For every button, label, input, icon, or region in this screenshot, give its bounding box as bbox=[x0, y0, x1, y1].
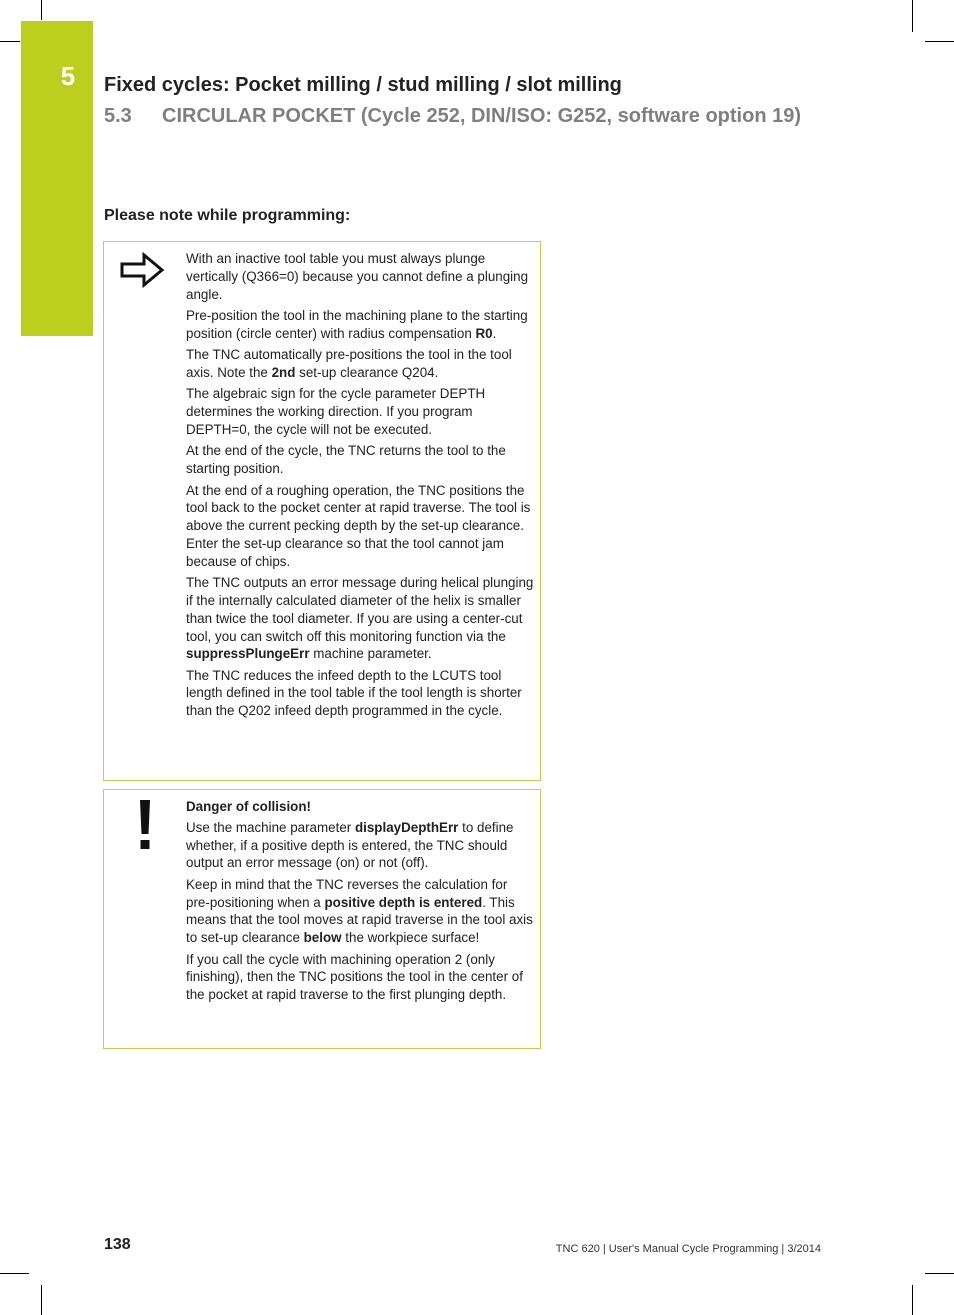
warning-icon-column bbox=[104, 790, 186, 1048]
text-run: Keep in mind that the TNC reverses the calculation for pre-positioning when a bbox=[186, 876, 508, 910]
text-run-bold: suppressPlungeErr bbox=[186, 646, 310, 662]
text-run-bold: displayDepthErr bbox=[354, 819, 459, 835]
text-run: machine parameter. bbox=[309, 646, 432, 662]
text-run: The TNC automatically pre-positions the tool in the tool axis. Note the bbox=[186, 347, 512, 380]
chapter-title: Fixed cycles: Pocket milling / stud milling / slot milling bbox=[104, 74, 622, 96]
section-number: 5.3 bbox=[104, 105, 132, 127]
crop-mark bbox=[925, 1273, 954, 1274]
text-run: to define whether, if a positive depth is entered, the TNC should output an error message (on) or not (off). bbox=[186, 819, 514, 871]
warning-heading: Danger of collision! bbox=[186, 799, 311, 814]
info-icon-column bbox=[104, 242, 186, 780]
info-paragraph: At the end of a roughing operation, the TNC positions the tool back to the pocket center at rapid traverse. The tool is above the current pecking depth by the set-up clearance. Enter the set-up clearance so that the tool cannot jam because of chips. bbox=[186, 482, 531, 569]
text-run: The TNC outputs an error message during helical plunging if the internally calculated diameter of the helix is smaller than twice the tool diameter. If you are using a center-cut tool, you can switch off this monitoring function via the bbox=[186, 575, 534, 644]
page-number: 138 bbox=[104, 1236, 131, 1253]
text-run-bold: R0 bbox=[475, 325, 493, 341]
warning-paragraph bbox=[186, 819, 534, 872]
chapter-number: 5 bbox=[60, 61, 76, 91]
crop-mark bbox=[912, 1285, 913, 1315]
crop-mark bbox=[0, 41, 20, 42]
text-run-bold: below bbox=[303, 930, 342, 946]
warning-paragraph bbox=[186, 876, 534, 947]
section-title: CIRCULAR POCKET (Cycle 252, DIN/ISO: G252, software option 19) bbox=[162, 105, 802, 127]
exclamation-icon bbox=[138, 798, 152, 850]
warning-note-box bbox=[103, 789, 541, 1049]
info-paragraph bbox=[186, 346, 534, 382]
text-run-bold: 2nd bbox=[271, 364, 296, 380]
crop-mark bbox=[0, 1273, 29, 1274]
crop-mark bbox=[41, 1285, 42, 1315]
info-paragraph bbox=[186, 574, 534, 663]
info-note-text bbox=[186, 250, 534, 724]
text-run: . This means that the tool moves at rapid traverse in the tool axis to set-up clearance bbox=[186, 894, 533, 946]
text-run-bold: positive depth is entered bbox=[324, 894, 483, 910]
warning-note-text bbox=[186, 798, 534, 1008]
crop-mark bbox=[41, 0, 42, 20]
text-run: Pre-position the tool in the machining plane to the starting position (circle center) with radius compensation bbox=[186, 307, 528, 341]
sub-heading: Please note while programming: bbox=[104, 207, 351, 224]
info-paragraph: With an inactive tool table you must always plunge vertically (Q366=0) because you cannot define a plunging angle. bbox=[186, 251, 529, 302]
crop-mark bbox=[912, 0, 913, 32]
text-run: . bbox=[492, 325, 497, 341]
crop-mark bbox=[925, 41, 954, 42]
arrow-right-icon bbox=[119, 252, 167, 288]
text-run: Use the machine parameter bbox=[186, 819, 355, 835]
warning-paragraph: If you call the cycle with machining operation 2 (only finishing), then the TNC positions the tool in the center of the pocket at rapid traverse to the first plunging depth. bbox=[186, 951, 523, 1003]
info-paragraph bbox=[186, 307, 534, 343]
text-run: the workpiece surface! bbox=[341, 930, 480, 946]
footer-text: TNC 620 | User's Manual Cycle Programming | 3/2014 bbox=[555, 1243, 821, 1255]
info-note-box bbox=[103, 241, 541, 781]
info-paragraph: The TNC reduces the infeed depth to the LCUTS tool length defined in the tool table if the tool length is shorter than the Q202 infeed depth programmed in the cycle. bbox=[186, 667, 522, 719]
text-run: set-up clearance Q204. bbox=[295, 364, 439, 380]
info-paragraph: The algebraic sign for the cycle parameter DEPTH determines the working direction. If you program DEPTH=0, the cycle will not be executed. bbox=[186, 386, 486, 437]
info-paragraph: At the end of the cycle, the TNC returns the tool to the starting position. bbox=[186, 443, 506, 477]
